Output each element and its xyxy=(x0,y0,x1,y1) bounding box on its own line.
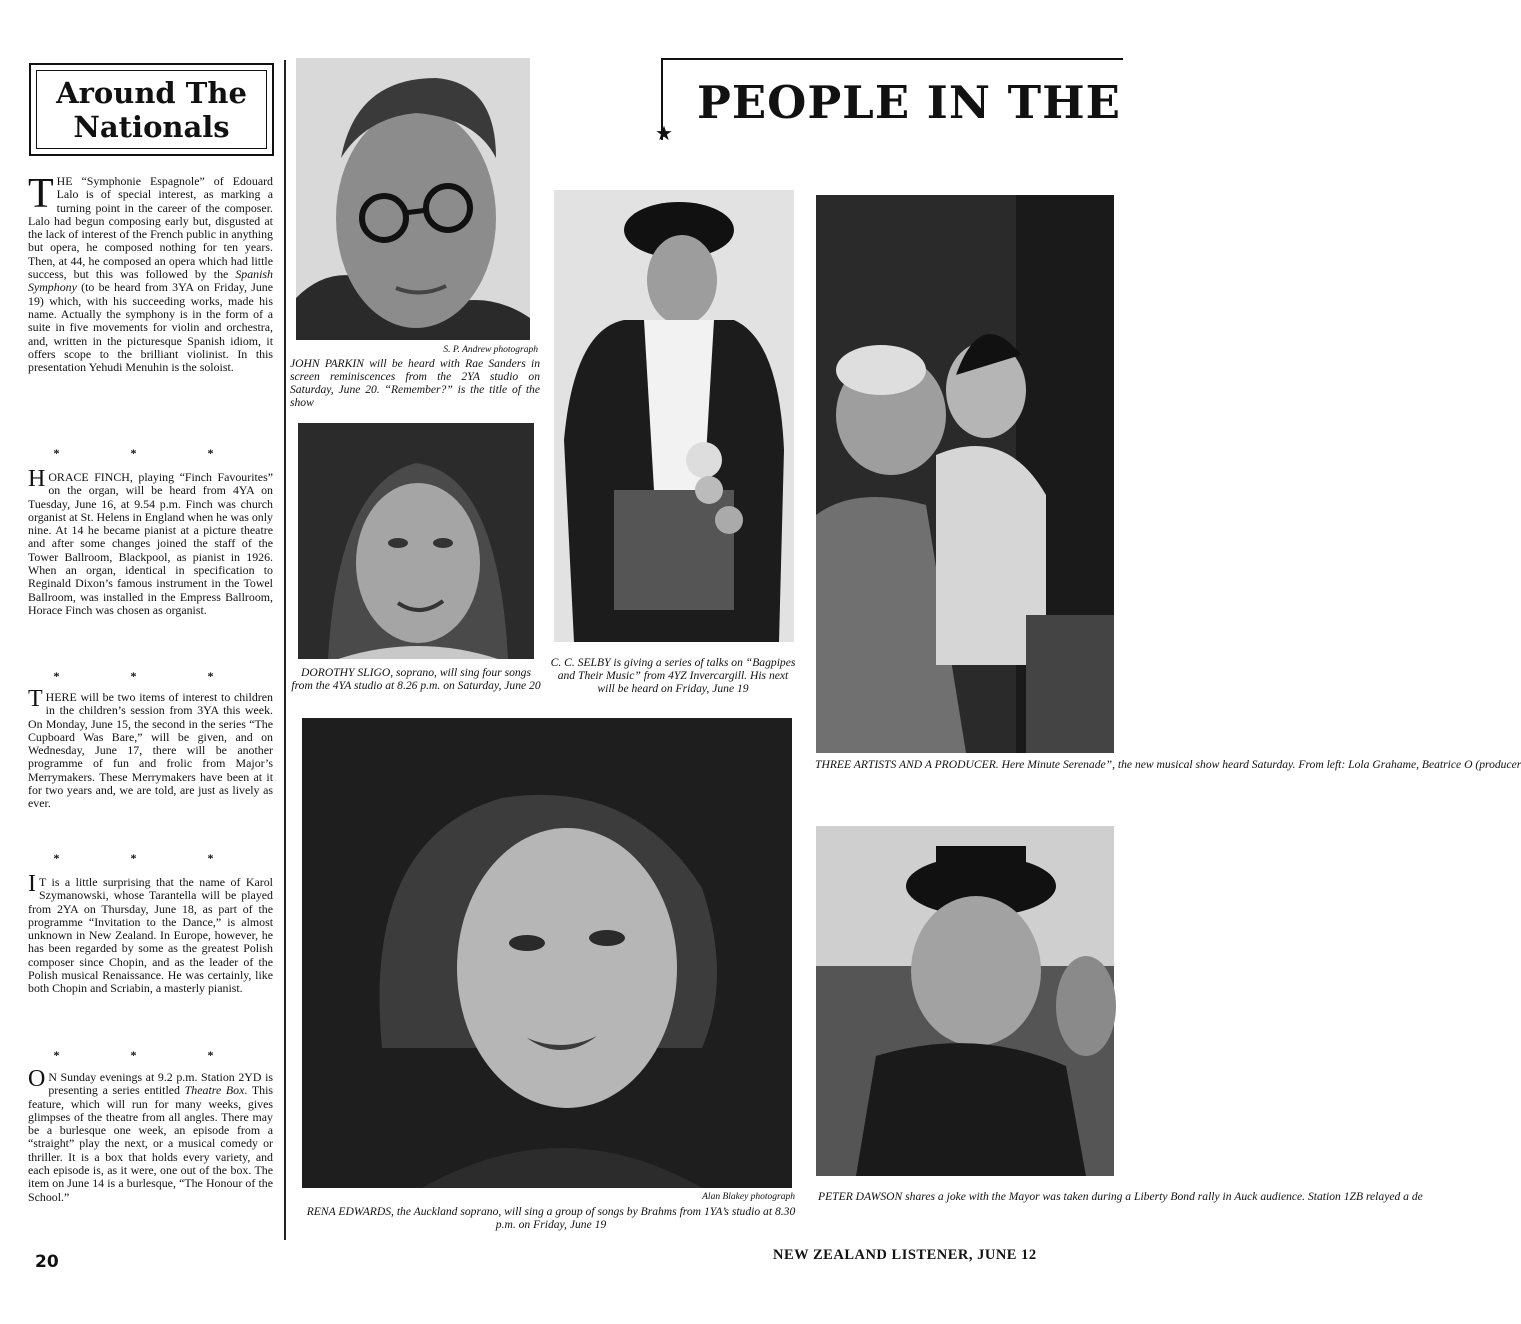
star-icon: ★ xyxy=(655,123,673,145)
article-item-3: THERE will be two items of interest to children in the children’s session from 3YA this week. On Monday, June 15, the second in the series “The Cupboard Was Bare,” will be given, and on Wednesday, June 17, there will be another programme of fun and frolic from Major’s Merrymakers. These Merrymakers have been at it for two years and, we are told, are just as lively as ever. xyxy=(28,686,273,811)
footer-masthead: NEW ZEALAND LISTENER, JUNE 12 xyxy=(773,1247,1037,1263)
caption-cc-selby: C. C. SELBY is giving a series of talks on “Bagpipes and Their Music” from 4YZ Invercargill. His next will be heard on Friday, June 19 xyxy=(550,656,796,695)
photo-dorothy-sligo xyxy=(298,423,534,659)
caption-john-parkin: JOHN PARKIN will be heard with Rae Sanders in screen reminiscences from the 2YA studio on Saturday, June 20. “Remember?” is the title of the show xyxy=(290,357,540,409)
article-item-1: THE “Symphonie Espagnole” of Edouard Lalo is of special interest, as marking a turning point in the career of the composer. Lalo had begun composing early but, disgusted at the lack of interest of the French public in anything but opera, he composed nothing for ten years. Then, at 44, he composed an opera which had little success, but this was followed by the Spanish Symphony (to be heard from 3YA on Friday, June 19) which, with his succeeding works, made his name. Actually the symphony is in the form of a suite in five movements for violin and orchestra, and, written in the picturesque Spanish idiom, it offers scope to the brilliant violinist. In this presentation Yehudi Menuhin is the soloist. xyxy=(28,171,273,375)
caption-peter-dawson: PETER DAWSON shares a joke with the Mayor was taken during a Liberty Bond rally in Auck audience. Station 1ZB relayed a de xyxy=(818,1190,1423,1203)
page-number: 20 xyxy=(35,1252,59,1272)
photo-cc-selby xyxy=(554,190,794,642)
column-title: Around The Nationals xyxy=(56,75,247,144)
column-rule xyxy=(284,60,286,1240)
photo-three-artists xyxy=(816,195,1114,753)
photo-credit: S. P. Andrew photograph xyxy=(443,345,538,355)
divider-stars: * * * xyxy=(53,851,248,865)
caption-dorothy-sligo: DOROTHY SLIGO, soprano, will sing four songs from the 4YA studio at 8.26 p.m. on Saturday, June 20 xyxy=(291,666,541,692)
photo-john-parkin xyxy=(296,58,530,340)
divider-stars: * * * xyxy=(53,669,248,683)
article-item-5: O N Sunday evenings at 9.2 p.m. Station 2YD is presenting a series entitled Theatre Box. This feature, which will run for many weeks, gives glimpses of the theatre from all angles. There may be a burlesque one week, an episode from a “straight” play the next, or a musical comedy or thriller. It is a box that holds every variety, and each episode is, as it were, one out of the box. The item on June 14 is a burlesque, “The Honour of the School.” xyxy=(28,1066,273,1204)
caption-three-artists: THREE ARTISTS AND A PRODUCER. Here Minute Serenade”, the new musical show heard Saturday. From left: Lola Grahame, Beatrice O (producer xyxy=(815,758,1521,771)
article-item-2: HORACE FINCH, playing “Finch Favourites” on the organ, will be heard from 4YA on Tuesday, June 16, at 9.54 p.m. Finch was church organist at St. Helens in England when he was only nine. At 14 he became pianist at a picture theatre and after some changes joined the staff of the Tower Ballroom, Blackpool, as pianist in 1926. When an organ, identical in specification to Reginald Dixon’s famous instrument in the Towel Ballroom, was installed in the Empress Ballroom, Horace Finch was chosen as organist. xyxy=(28,466,273,617)
column-masthead xyxy=(29,63,274,156)
divider-stars: * * * xyxy=(53,1048,248,1062)
page-title: PEOPLE IN THE xyxy=(697,76,1121,129)
caption-rena-edwards: RENA EDWARDS, the Auckland soprano, will sing a group of songs by Brahms from 1YA’s studio at 8.30 p.m. on Friday, June 19 xyxy=(306,1205,796,1231)
article-item-4: I T is a little surprising that the name of Karol Szymanowski, whose Tarantella will be played from 2YA on Thursday, June 18, as part of the programme “Invitation to the Dance,” is almost unknown in New Zealand. In Europe, however, he has been regarded by some as the greatest Polish composer since Chopin, and as the leader of the Polish musical Renaissance. He was certainly, like both Chopin and Scriabin, a masterly pianist. xyxy=(28,871,273,996)
photo-credit: Alan Blakey photograph xyxy=(702,1192,795,1202)
divider-stars: * * * xyxy=(53,446,248,460)
photo-peter-dawson xyxy=(816,826,1114,1176)
photo-rena-edwards xyxy=(302,718,792,1188)
